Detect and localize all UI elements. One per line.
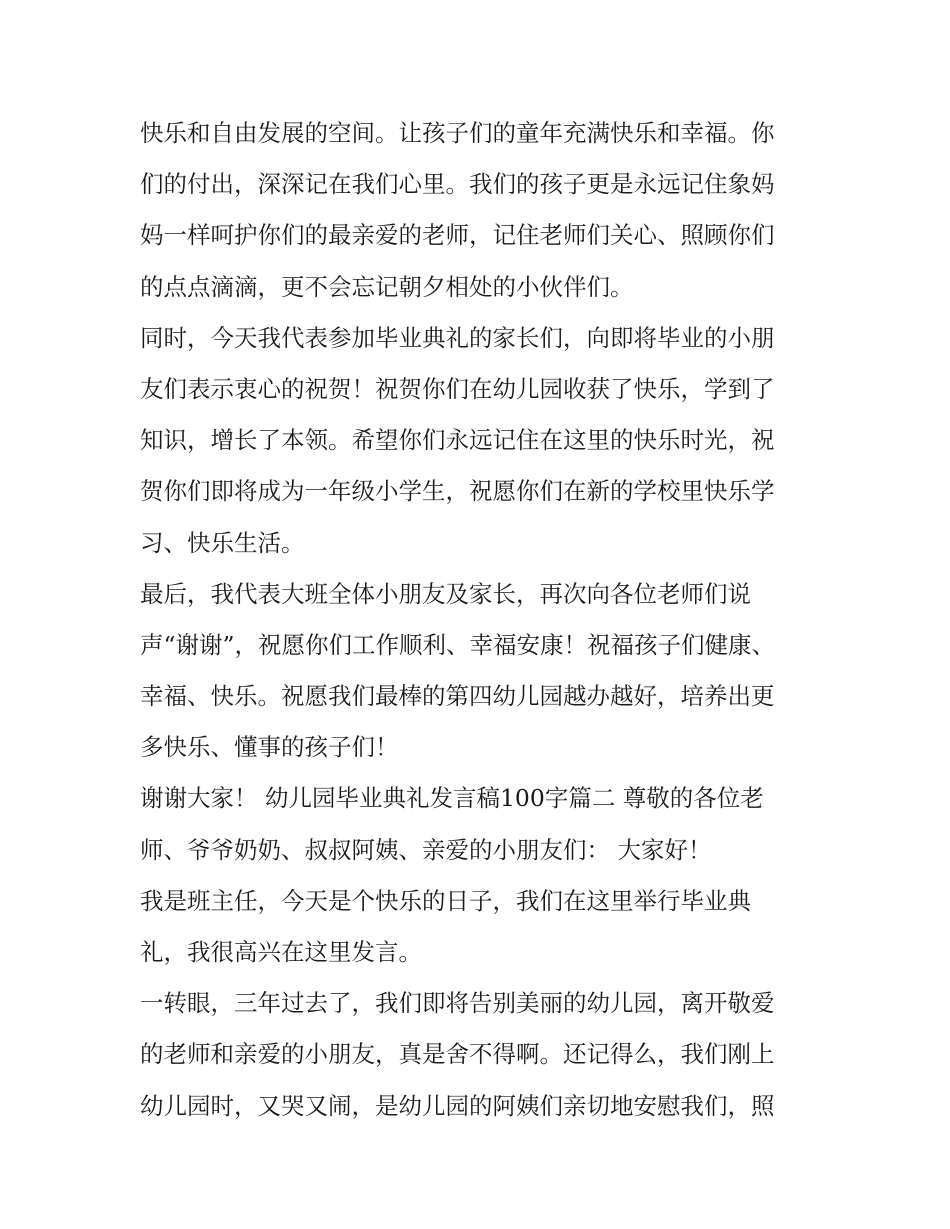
text-line: 贺你们即将成为一年级小学生，祝愿你们在新的学校里快乐学 bbox=[140, 477, 775, 506]
text-line: 谢谢大家！ 幼儿园毕业典礼发言稿100字篇二 尊敬的各位老 bbox=[140, 784, 764, 813]
text-line: 幼儿园时，又哭又闹，是幼儿园的阿姨们亲切地安慰我们，照 bbox=[140, 1091, 775, 1120]
text-line: 礼，我很高兴在这里发言。 bbox=[140, 938, 422, 966]
text-line: 友们表示衷心的祝贺！祝贺你们在幼儿园收获了快乐，学到了 bbox=[140, 374, 775, 403]
text-line: 同时，今天我代表参加毕业典礼的家长们，向即将毕业的小朋 bbox=[140, 323, 775, 352]
text-line: 快乐和自由发展的空间。让孩子们的童年充满快乐和幸福。你 bbox=[140, 119, 775, 147]
text-line: 妈一样呵护你们的最亲爱的老师，记住老师们关心、照顾你们 bbox=[140, 221, 775, 250]
text-line: 我是班主任，今天是个快乐的日子，我们在这里举行毕业典 bbox=[140, 886, 751, 915]
text-line: 最后，我代表大班全体小朋友及家长，再次向各位老师们说 bbox=[140, 579, 751, 608]
text-line: 们的付出，深深记在我们心里。我们的孩子更是永远记住象妈 bbox=[140, 170, 775, 199]
text-line: 知识，增长了本领。希望你们永远记住在这里的快乐时光，祝 bbox=[140, 426, 775, 455]
document-body bbox=[140, 108, 830, 1132]
text-line: 的老师和亲爱的小朋友，真是舍不得啊。还记得么，我们刚上 bbox=[140, 1040, 775, 1069]
text-line: 多快乐、懂事的孩子们！ bbox=[140, 733, 399, 762]
text-line: 师、爷爷奶奶、叔叔阿姨、亲爱的小朋友们： 大家好！ bbox=[140, 835, 712, 864]
text-line: 声“谢谢”，祝愿你们工作顺利、幸福安康！祝福孩子们健康、 bbox=[140, 630, 776, 659]
text-line: 的点点滴滴，更不会忘记朝夕相处的小伙伴们。 bbox=[140, 272, 634, 301]
text-line: 一转眼，三年过去了，我们即将告别美丽的幼儿园，离开敬爱 bbox=[140, 989, 775, 1018]
text-line: 幸福、快乐。祝愿我们最棒的第四幼儿园越办越好，培养出更 bbox=[140, 682, 775, 711]
text-line: 习、快乐生活。 bbox=[140, 528, 305, 557]
